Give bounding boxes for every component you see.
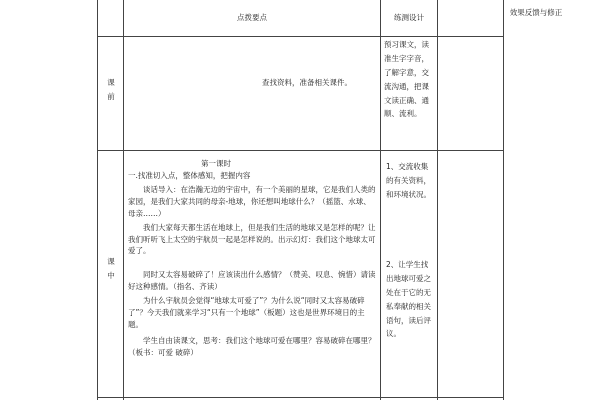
paragraph-question: 为什么宇航员会觉得“地球太可爱了”？为什么说“同时又太容易破碎了”？今天我们就来学习“只有一个地球”（板题）这也是世界环境日的主题。 <box>128 296 365 329</box>
during-main-content <box>128 158 376 358</box>
header-design: 练测设计 <box>394 13 424 22</box>
grid-line <box>97 36 504 37</box>
grid-line <box>97 150 504 151</box>
header-feedback: 效果反馈与修正 <box>509 8 563 17</box>
row-label-before: 课前 <box>107 78 115 102</box>
during-design-text-1: 1、交流收集的有关资料，和环境状况。 <box>386 162 431 199</box>
before-main-text: 查找资料，准备相关课件。 <box>262 78 352 87</box>
grid-line <box>97 0 98 400</box>
grid-line <box>123 0 124 400</box>
during-design-text-2: 2、让学生找出地球可爱之处在于它的无私奉献的相关语句，读后评议。 <box>386 260 431 339</box>
before-design-text: 预习课文，读准生字字音，了解字意，交流沟通，把课文读正确、通顺、流利。 <box>384 40 429 119</box>
step-heading: 一.找准切入点，整体感知，把握内容 <box>128 170 251 180</box>
header-main: 点拨要点 <box>237 13 267 22</box>
paragraph-reading: 学生自由读课文，思考：我们这个地球可爱在哪里？容易破碎在哪里？（板书：可爱 破碎） <box>128 336 376 357</box>
grid-line <box>503 0 504 400</box>
lesson-title: 第一课时 <box>201 159 231 168</box>
grid-line <box>97 397 504 398</box>
row-label-during: 课中 <box>107 257 115 281</box>
grid-line <box>437 0 438 400</box>
grid-line <box>380 0 381 400</box>
paragraph-intro: 谈话导入：在浩瀚无边的宇宙中，有一个美丽的星球，它是我们人类的家园，是我们大家共同的母亲-地球，你还想叫地球什么？（摇篮、水球、母亲……） <box>128 185 376 218</box>
paragraph-astronaut: 我们大家每天都生活在地球上，但是我们生活的地球又是怎样的呢？让我们听听飞上太空的宇航员一起是怎样说的。出示幻灯：我们这个地球太可爱了。 <box>128 223 376 256</box>
paragraph-emotion: 同时又太容易破碎了！应该读出什么感情？（赞美、叹息、惋惜）请读好这种感情。（指名、齐读） <box>128 270 376 291</box>
